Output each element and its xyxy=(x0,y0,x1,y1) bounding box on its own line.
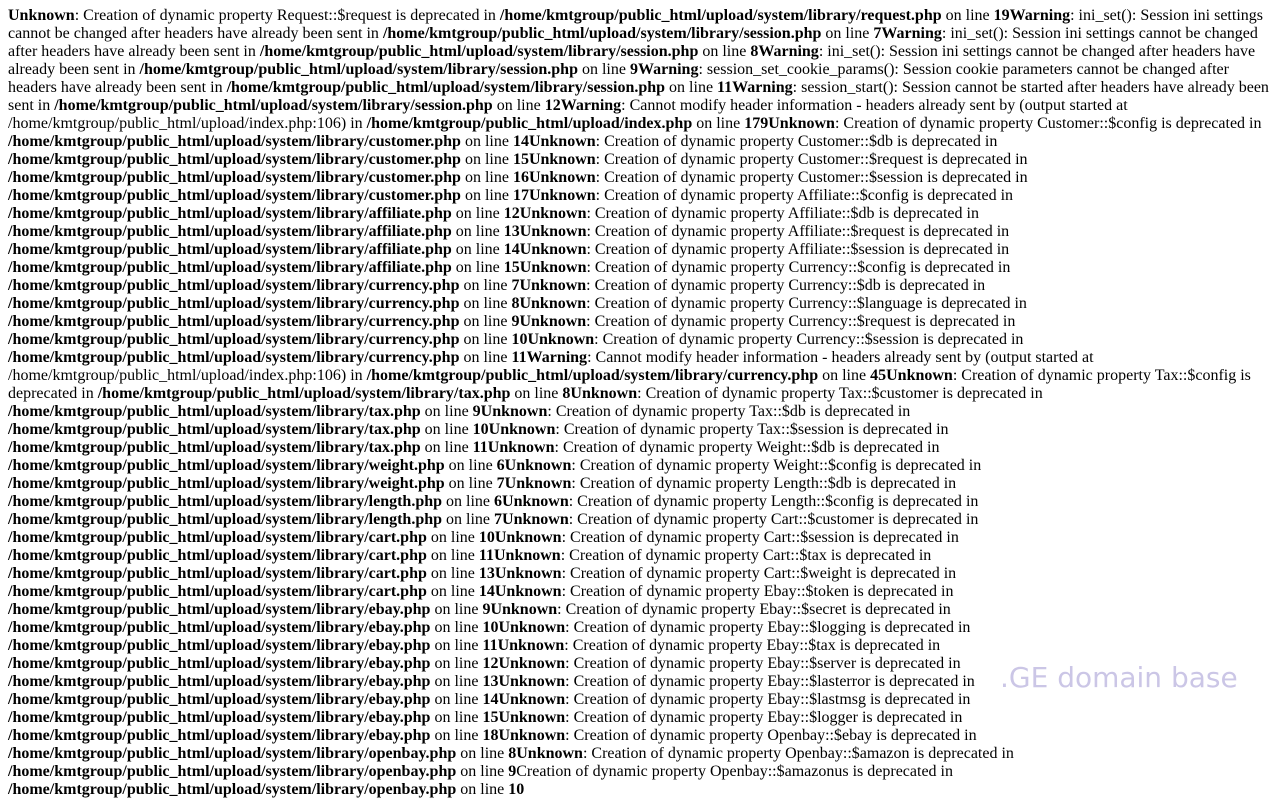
error-type: Warning xyxy=(637,61,699,78)
error-line-number: 12 xyxy=(503,205,520,222)
error-line-number: 17 xyxy=(512,187,529,204)
error-type: Unknown xyxy=(528,187,596,204)
error-line-number: 15 xyxy=(503,259,520,276)
error-type: Unknown xyxy=(498,727,566,744)
error-line-number: 11 xyxy=(482,637,498,654)
error-message: Creation of dynamic property Cart::$customer is deprecated xyxy=(577,511,962,528)
error-line-number: 11 xyxy=(511,349,527,366)
error-message: Creation of dynamic property Ebay::$server is deprecated xyxy=(573,655,945,672)
error-file-path: /home/kmtgroup/public_html/upload/system/library/session.php xyxy=(259,43,699,60)
error-file-path: /home/kmtgroup/public_html/upload/system/library/ebay.php xyxy=(8,637,431,654)
error-message: Creation of dynamic property Request::$request is deprecated xyxy=(83,7,480,24)
error-file-path: /home/kmtgroup/public_html/upload/system/library/currency.php xyxy=(8,331,460,348)
error-line-number: 14 xyxy=(512,133,529,150)
error-file-path: /home/kmtgroup/public_html/upload/system/library/session.php xyxy=(139,61,578,78)
error-file-path: /home/kmtgroup/public_html/upload/system/library/session.php xyxy=(54,97,493,114)
error-line-number: 8 xyxy=(750,43,759,60)
error-file-path: /home/kmtgroup/public_html/upload/system/library/customer.php xyxy=(8,151,461,168)
error-type: Unknown xyxy=(494,547,561,564)
error-file-path: /home/kmtgroup/public_html/upload/system/library/affiliate.php xyxy=(8,223,452,240)
error-message: Creation of dynamic property Openbay::$amazonus is deprecated xyxy=(516,763,937,780)
error-line-number: 16 xyxy=(512,169,529,186)
error-file-path: /home/kmtgroup/public_html/upload/system/library/affiliate.php xyxy=(8,205,452,222)
error-line-number: 9 xyxy=(472,403,481,420)
error-message: Creation of dynamic property Affiliate::$session is deprecated xyxy=(594,241,993,258)
error-file-path: /home/kmtgroup/public_html/upload/system/library/currency.php xyxy=(8,277,460,294)
error-message: Creation of dynamic property Currency::$session is deprecated xyxy=(602,331,1007,348)
error-file-path: /home/kmtgroup/public_html/upload/system/library/ebay.php xyxy=(8,619,431,636)
error-message: Creation of dynamic property Cart::$session is deprecated xyxy=(570,529,943,546)
error-type: Warning xyxy=(758,43,819,60)
error-type: Unknown xyxy=(519,241,587,258)
error-line-number: 12 xyxy=(544,97,561,114)
error-line-number: 13 xyxy=(478,565,495,582)
error-type: Warning xyxy=(1009,7,1071,24)
error-message: Creation of dynamic property Cart::$tax is deprecated xyxy=(569,547,915,564)
error-message: Creation of dynamic property Currency::$config is deprecated xyxy=(594,259,994,276)
error-file-path: /home/kmtgroup/public_html/upload/system/library/currency.php xyxy=(8,295,460,312)
error-file-path: /home/kmtgroup/public_html/upload/system/library/openbay.php xyxy=(8,781,457,798)
error-message: Creation of dynamic property Customer::$request is deprecated xyxy=(604,151,1012,168)
error-message: Creation of dynamic property Weight::$db is deprecated xyxy=(562,439,924,456)
error-type: Unknown xyxy=(498,655,566,672)
error-file-path: /home/kmtgroup/public_html/upload/system/library/tax.php xyxy=(97,385,511,402)
error-type: Unknown xyxy=(504,475,572,492)
error-file-path: /home/kmtgroup/public_html/upload/system/library/length.php xyxy=(8,511,443,528)
error-type: Unknown xyxy=(502,511,569,528)
error-message: Creation of dynamic property Weight::$config is deprecated xyxy=(579,457,965,474)
error-type: Warning xyxy=(881,25,942,42)
error-line-number: 8 xyxy=(508,745,517,762)
error-type: Unknown xyxy=(498,709,566,726)
error-message: Creation of dynamic property Cart::$weight is deprecated xyxy=(570,565,940,582)
error-file-path: /home/kmtgroup/public_html/upload/system/library/length.php xyxy=(8,493,443,510)
error-type: Unknown xyxy=(519,223,587,240)
error-type: Unknown xyxy=(494,529,562,546)
error-file-path: /home/kmtgroup/public_html/upload/system/library/cart.php xyxy=(8,565,427,582)
error-message: session_set_cookie_params(): Session cookie parameters cannot be changed after headers have already been sent xyxy=(8,61,1229,96)
error-message: session_start(): Session cannot be started after headers have already been sent xyxy=(8,79,1269,114)
error-message: Creation of dynamic property Length::$config is deprecated xyxy=(577,493,962,510)
error-type: Unknown xyxy=(490,601,558,618)
error-line-number: 11 xyxy=(478,547,494,564)
error-type: Unknown xyxy=(494,583,562,600)
error-line-number: 11 xyxy=(717,79,733,96)
error-line-number: 13 xyxy=(503,223,520,240)
error-type: Unknown xyxy=(8,7,75,24)
error-message: Creation of dynamic property Customer::$config is deprecated xyxy=(843,115,1246,132)
error-file-path: /home/kmtgroup/public_html/upload/system/library/tax.php xyxy=(8,421,421,438)
error-message: Creation of dynamic property Ebay::$logging is deprecated xyxy=(573,619,954,636)
error-file-path: /home/kmtgroup/public_html/upload/system/library/cart.php xyxy=(8,529,427,546)
error-type: Unknown xyxy=(886,367,953,384)
error-message: Creation of dynamic property Affiliate::$request is deprecated xyxy=(594,223,993,240)
error-message: Cannot modify header information - headers already sent by (output started at /home/kmtgroup/public_html/upload/index.php:106) xyxy=(8,349,1094,384)
error-line-number: 10 xyxy=(508,781,525,798)
error-type: Unknown xyxy=(498,691,566,708)
error-file-path: /home/kmtgroup/public_html/upload/system/library/request.php xyxy=(499,7,942,24)
error-line-number: 19 xyxy=(993,7,1010,24)
error-type: Warning xyxy=(526,349,588,366)
error-message: Creation of dynamic property Ebay::$tax is deprecated xyxy=(572,637,924,654)
error-line-number: 6 xyxy=(494,493,503,510)
error-file-path: /home/kmtgroup/public_html/upload/system/library/session.php xyxy=(226,79,666,96)
error-file-path: /home/kmtgroup/public_html/upload/system/library/ebay.php xyxy=(8,691,431,708)
error-type: Unknown xyxy=(494,565,562,582)
error-type: Unknown xyxy=(498,673,566,690)
error-type: Unknown xyxy=(519,205,587,222)
error-file-path: /home/kmtgroup/public_html/upload/system/library/customer.php xyxy=(8,187,461,204)
error-file-path: /home/kmtgroup/public_html/upload/system/library/ebay.php xyxy=(8,727,431,744)
error-message: Creation of dynamic property Customer::$db is deprecated xyxy=(604,133,981,150)
error-file-path: /home/kmtgroup/public_html/upload/system/library/customer.php xyxy=(8,169,461,186)
error-message: Creation of dynamic property Openbay::$amazon is deprecated xyxy=(591,745,998,762)
error-message: Cannot modify header information - headers already sent by (output started at /home/kmtgroup/public_html/upload/index.php:106) xyxy=(8,97,1128,132)
error-line-number: 9 xyxy=(511,313,520,330)
error-line-number: 7 xyxy=(873,25,882,42)
error-line-number: 10 xyxy=(482,619,499,636)
error-line-number: 9 xyxy=(482,601,491,618)
error-type: Unknown xyxy=(516,745,583,762)
error-type: Warning xyxy=(732,79,793,96)
error-file-path: /home/kmtgroup/public_html/upload/system/library/cart.php xyxy=(8,583,427,600)
error-file-path: /home/kmtgroup/public_html/upload/system/library/weight.php xyxy=(8,475,445,492)
error-file-path: /home/kmtgroup/public_html/upload/system/library/openbay.php xyxy=(8,745,457,762)
error-message: Creation of dynamic property Tax::$session is deprecated xyxy=(563,421,933,438)
error-file-path: /home/kmtgroup/public_html/upload/system/library/tax.php xyxy=(8,439,421,456)
error-file-path: /home/kmtgroup/public_html/upload/system/library/affiliate.php xyxy=(8,241,452,258)
error-type: Unknown xyxy=(480,403,548,420)
error-file-path: /home/kmtgroup/public_html/upload/system/library/affiliate.php xyxy=(8,259,452,276)
error-file-path: /home/kmtgroup/public_html/upload/system/library/customer.php xyxy=(8,133,461,150)
error-file-path: /home/kmtgroup/public_html/upload/system/library/ebay.php xyxy=(8,655,431,672)
error-line-number: 7 xyxy=(511,277,520,294)
error-message: Creation of dynamic property Tax::$db is deprecated xyxy=(555,403,894,420)
error-line-number: 179 xyxy=(744,115,769,132)
error-line-number: 45 xyxy=(870,367,887,384)
error-message: ini_set(): Session ini settings cannot be changed after headers have already been sent xyxy=(8,7,1263,42)
watermark-text: .GE domain base xyxy=(1000,661,1238,694)
error-type: Warning xyxy=(560,97,622,114)
error-type: Unknown xyxy=(519,259,587,276)
error-message: Creation of dynamic property Currency::$request is deprecated xyxy=(594,313,999,330)
error-line-number: 14 xyxy=(503,241,520,258)
error-type: Unknown xyxy=(528,133,596,150)
php-error-log: Unknown: Creation of dynamic property Request::$request is deprecated in /home/kmtgroup/public_html/upload/system/library/request.php on line 19Warning: ini_set(): Session ini settings cannot be changed after headers have already been sent in /home/kmtgroup/public_html/upload/system/library/session.php on line 7Warning: ini_set(): Session ini settings cannot be changed after headers have already been sent in /home/kmtgroup/public_html/upload/system/library/session.php on line 8Warning: ini_set(): Session ini settings cannot be changed after headers have already been sent in /home/kmtgroup/public_html/upload/system/library/session.php on line 9Warning: session_set_cookie_params(): Session cookie parameters cannot be changed after headers have already been sent in /home/kmtgroup/public_html/upload/system/library/session.php on line 11Warning: session_start(): Session cannot be started after headers have already been sent in /home/kmtgroup/public_html/upload/system/library/session.php on line 12Warning: Cannot modify header information - headers already sent by (output started at /home/kmtgroup/public_html/upload/index.php:106) in /home/kmtgroup/public_html/upload/index.php on line 179Unknown: Creation of dynamic property Customer::$config is deprecated in /home/kmtgroup/public_html/upload/system/library/customer.php on line 14Unknown: Creation of dynamic property Customer::$db is deprecated in /home/kmtgroup/public_html/upload/system/library/customer.php on line 15Unknown: Creation of dynamic property Customer::$request is deprecated in /home/kmtgroup/public_html/upload/system/library/customer.php on line 16Unknown: Creation of dynamic property Customer::$session is deprecated in /home/kmtgroup/public_html/upload/system/library/customer.php on line 17Unknown: Creation of dynamic property Affiliate::$config is deprecated in /home/kmtgroup/public_html/upload/system/library/affiliate.php on line 12Unknown: Creation of dynamic property Affiliate::$db is deprecated in /home/kmtgroup/public_html/upload/system/library/affiliate.php on line 13Unknown: Creation of dynamic property Affiliate::$request is deprecated in /home/kmtgroup/public_html/upload/system/library/affiliate.php on line 14Unknown: Creation of dynamic property Affiliate::$session is deprecated in /home/kmtgroup/public_html/upload/system/library/affiliate.php on line 15Unknown: Creation of dynamic property Currency::$config is deprecated in /home/kmtgroup/public_html/upload/system/library/currency.php on line 7Unknown: Creation of dynamic property Currency::$db is deprecated in /home/kmtgroup/public_html/upload/system/library/currency.php on line 8Unknown: Creation of dynamic property Currency::$language is deprecated in /home/kmtgroup/public_html/upload/system/library/currency.php on line 9Unknown: Creation of dynamic property Currency::$request is deprecated in /home/kmtgroup/public_html/upload/system/library/currency.php on line 10Unknown: Creation of dynamic property Currency::$session is deprecated in /home/kmtgroup/public_html/upload/system/library/currency.php on line 11Warning: Cannot modify header information - headers already sent by (output started at /home/kmtgroup/public_html/upload/index.php:106) in /home/kmtgroup/public_html/upload/system/library/currency.php on line 45Unknown: Creation of dynamic property Tax::$config is deprecated in /home/kmtgroup/public_html/upload/system/library/tax.php on line 8Unknown: Creation of dynamic property Tax::$customer is deprecated in /home/kmtgroup/public_html/upload/system/library/tax.php on line 9Unknown: Creation of dynamic property Tax::$db is deprecated in /home/kmtgroup/public_html/upload/system/library/tax.php on line 10Unknown: Creation of dynamic property Tax::$session is deprecated in /home/kmtgroup/public_html/upload/system/library/tax.php on line 11Unknown: Creation of dynamic property Weight::$db is deprecated in /home/kmtgroup/public_html/upload/system/library/weight.php on line 6Unknown: Creation of dynamic property Weight::$config is deprecated in /home/kmtgroup/public_html/upload/system/library/weight.php on line 7Unknown: Creation of dynamic property Length::$db is deprecated in /home/kmtgroup/public_html/upload/system/library/length.php on line 6Unknown: Creation of dynamic property Length::$config is deprecated in /home/kmtgroup/public_html/upload/system/library/length.php on line 7Unknown: Creation of dynamic property Cart::$customer is deprecated in /home/kmtgroup/public_html/upload/system/library/cart.php on line 10Unknown: Creation of dynamic property Cart::$session is deprecated in /home/kmtgroup/public_html/upload/system/library/cart.php on line 11Unknown: Creation of dynamic property Cart::$tax is deprecated in /home/kmtgroup/public_html/upload/system/library/cart.php on line 13Unknown: Creation of dynamic property Cart::$weight is deprecated in /home/kmtgroup/public_html/upload/system/library/cart.php on line 14Unknown: Creation of dynamic property Ebay::$token is deprecated in /home/kmtgroup/public_html/upload/system/library/ebay.php on line 9Unknown: Creation of dynamic property Ebay::$secret is deprecated in /home/kmtgroup/public_html/upload/system/library/ebay.php on line 10Unknown: Creation of dynamic property Ebay::$logging is deprecated in /home/kmtgroup/public_html/upload/system/library/ebay.php on line 11Unknown: Creation of dynamic property Ebay::$tax is deprecated in /home/kmtgroup/public_html/upload/system/library/ebay.php on line 12Unknown: Creation of dynamic property Ebay::$server is deprecated in /home/kmtgroup/public_html/upload/system/library/ebay.php on line 13Unknown: Creation of dynamic property Ebay::$lasterror is deprecated in /home/kmtgroup/public_html/upload/system/library/ebay.php on line 14Unknown: Creation of dynamic property Ebay::$lastmsg is deprecated in /home/kmtgroup/public_html/upload/system/library/ebay.php on line 15Unknown: Creation of dynamic property Ebay::$logger is deprecated in /home/kmtgroup/public_html/upload/system/library/ebay.php on line 18Unknown: Creation of dynamic property Openbay::$ebay is deprecated in /home/kmtgroup/public_html/upload/system/library/openbay.php on line 8Unknown: Creation of dynamic property Openbay::$amazon is deprecated in /home/kmtgroup/public_html/upload/system/library/openbay.php on line 9Creation of dynamic property Openbay::$amazonus is deprecated in /home/kmtgroup/public_html/upload/system/library/openbay.php on line 10 xyxy=(8,7,1269,798)
error-line-number: 8 xyxy=(562,385,571,402)
error-line-number: 14 xyxy=(478,583,495,600)
error-line-number: 10 xyxy=(511,331,528,348)
error-message: Creation of dynamic property Ebay::$token is deprecated xyxy=(570,583,938,600)
error-line-number: 14 xyxy=(482,691,499,708)
error-message: Creation of dynamic property Ebay::$lasterror is deprecated xyxy=(573,673,959,690)
error-line-number: 6 xyxy=(496,457,505,474)
error-message: Creation of dynamic property Ebay::$logger is deprecated xyxy=(573,709,946,726)
error-line-number: 8 xyxy=(511,295,520,312)
error-line-number: 15 xyxy=(512,151,529,168)
error-line-number: 11 xyxy=(472,439,488,456)
error-line-number: 10 xyxy=(478,529,495,546)
error-message: Creation of dynamic property Length::$db is deprecated xyxy=(579,475,940,492)
error-type: Unknown xyxy=(528,151,596,168)
error-line-number: 9 xyxy=(629,61,638,78)
error-message: Creation of dynamic property Currency::$language is deprecated xyxy=(594,295,1011,312)
error-line-number: 15 xyxy=(482,709,499,726)
error-type: Unknown xyxy=(487,439,555,456)
error-type: Unknown xyxy=(570,385,638,402)
error-type: Unknown xyxy=(502,493,569,510)
error-type: Unknown xyxy=(498,619,566,636)
error-file-path: /home/kmtgroup/public_html/upload/system/library/ebay.php xyxy=(8,673,431,690)
error-message: Creation of dynamic property Ebay::$lastmsg is deprecated xyxy=(573,691,954,708)
error-file-path: /home/kmtgroup/public_html/upload/system/library/currency.php xyxy=(366,367,819,384)
error-type: Unknown xyxy=(519,313,587,330)
error-message: Creation of dynamic property Affiliate::$config is deprecated xyxy=(604,187,997,204)
error-file-path: /home/kmtgroup/public_html/upload/system/library/ebay.php xyxy=(8,601,431,618)
error-message: Creation of dynamic property Openbay::$ebay is deprecated xyxy=(573,727,961,744)
error-message: Creation of dynamic property Tax::$config is deprecated xyxy=(8,367,1251,402)
error-message: Creation of dynamic property Customer::$session is deprecated xyxy=(604,169,1012,186)
error-message: Creation of dynamic property Tax::$customer is deprecated xyxy=(645,385,1027,402)
error-type: Unknown xyxy=(519,277,587,294)
error-file-path: /home/kmtgroup/public_html/upload/system/library/ebay.php xyxy=(8,709,431,726)
error-file-path: /home/kmtgroup/public_html/upload/index.php xyxy=(366,115,693,132)
error-file-path: /home/kmtgroup/public_html/upload/system/library/session.php xyxy=(382,25,822,42)
error-type: Unknown xyxy=(519,295,587,312)
error-line-number: 13 xyxy=(482,673,499,690)
error-message: ini_set(): Session ini settings cannot be changed after headers have already been sent xyxy=(8,25,1258,60)
error-message: Creation of dynamic property Currency::$db is deprecated xyxy=(594,277,969,294)
error-message: ini_set(): Session ini settings cannot be changed after headers have already been sent xyxy=(8,43,1256,78)
error-file-path: /home/kmtgroup/public_html/upload/system/library/openbay.php xyxy=(8,763,457,780)
error-line-number: 18 xyxy=(482,727,499,744)
error-file-path: /home/kmtgroup/public_html/upload/system/library/currency.php xyxy=(8,349,460,366)
error-type: Unknown xyxy=(528,169,596,186)
error-type: Unknown xyxy=(488,421,556,438)
error-type: Unknown xyxy=(768,115,835,132)
error-type: Unknown xyxy=(527,331,595,348)
error-type: Unknown xyxy=(504,457,572,474)
error-line-number: 9 xyxy=(508,763,517,780)
error-file-path: /home/kmtgroup/public_html/upload/system/library/cart.php xyxy=(8,547,427,564)
error-file-path: /home/kmtgroup/public_html/upload/system/library/tax.php xyxy=(8,403,421,420)
error-message: Creation of dynamic property Ebay::$secret is deprecated xyxy=(565,601,935,618)
error-file-path: /home/kmtgroup/public_html/upload/system/library/currency.php xyxy=(8,313,460,330)
error-line-number: 10 xyxy=(472,421,489,438)
error-line-number: 12 xyxy=(482,655,499,672)
error-line-number: 7 xyxy=(496,475,505,492)
error-type: Unknown xyxy=(497,637,565,654)
error-message: Creation of dynamic property Affiliate::$db is deprecated xyxy=(594,205,963,222)
error-file-path: /home/kmtgroup/public_html/upload/system/library/weight.php xyxy=(8,457,445,474)
error-line-number: 7 xyxy=(494,511,503,528)
